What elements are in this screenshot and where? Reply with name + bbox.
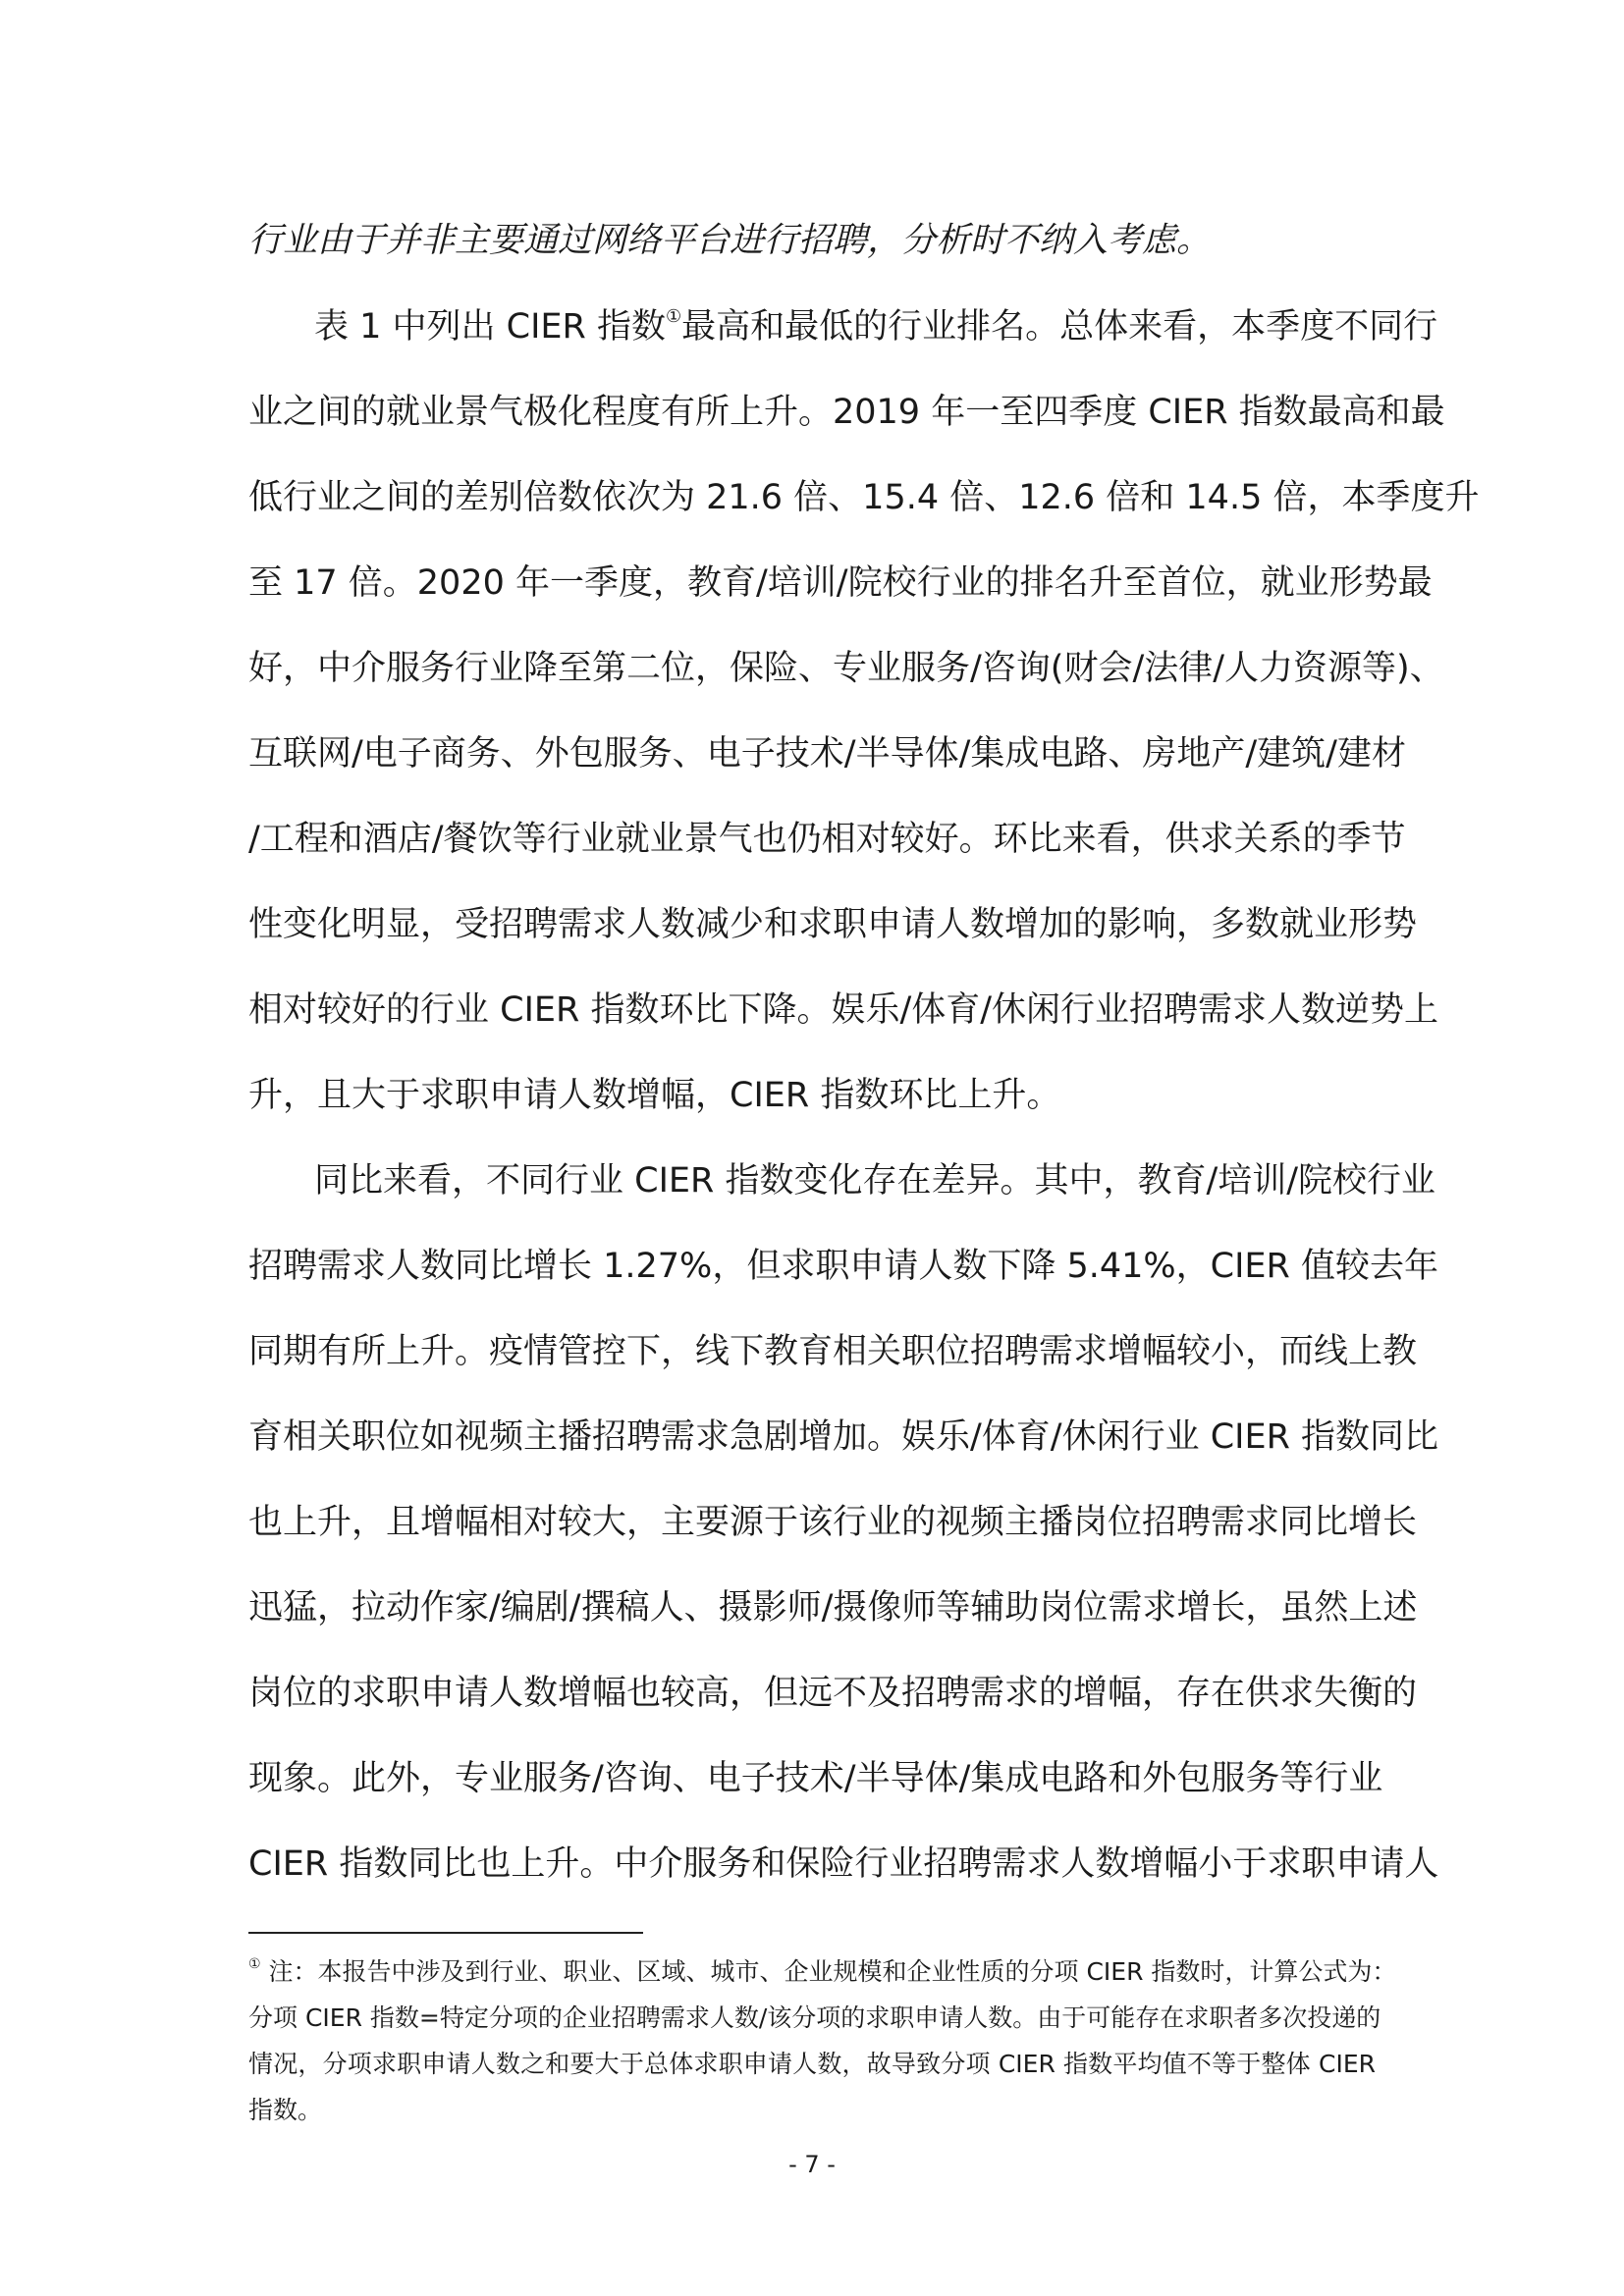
paragraph1-last-line: 升，且大于求职申请人数增幅，CIER 指数环比上升。 <box>248 1076 1061 1115</box>
paragraph2-line: 岗位的求职申请人数增幅也较高，但远不及招聘需求的增幅，存在供求失衡的 <box>248 1674 1418 1713</box>
paragraph2-line: 也上升，且增幅相对较大，主要源于该行业的视频主播岗位招聘需求同比增长 <box>248 1503 1418 1542</box>
paragraph1-line: 业之间的就业景气极化程度有所上升。2019 年一至四季度 CIER 指数最高和最 <box>248 393 1445 432</box>
continued-line: 行业由于并非主要通过网络平台进行招聘，分析时不纳入考虑。 <box>248 221 1212 260</box>
footnote-line: 指数。 <box>248 2096 323 2124</box>
footnote-separator <box>248 1932 643 1934</box>
paragraph1-text-b: 最高和最低的行业排名。总体来看，本季度不同行 <box>681 307 1438 347</box>
paragraph2-line: 招聘需求人数同比增长 1.27%，但求职申请人数下降 5.41%，CIER 值较去年 <box>248 1247 1438 1286</box>
paragraph1-line: 好，中介服务行业降至第二位，保险、专业服务/咨询(财会/法律/人力资源等)、 <box>248 649 1444 688</box>
paragraph1-line: 性变化明显，受招聘需求人数减少和求职申请人数增加的影响，多数就业形势 <box>248 905 1418 944</box>
footnote-mark: ① <box>248 1956 261 1972</box>
paragraph2-line: 育相关职位如视频主播招聘需求急剧增加。娱乐/体育/休闲行业 CIER 指数同比 <box>248 1417 1439 1457</box>
footnote-reference[interactable]: ① <box>665 306 682 327</box>
paragraph2-line: 现象。此外，专业服务/咨询、电子技术/半导体/集成电路和外包服务等行业 <box>248 1759 1383 1798</box>
paragraph2-line: 同期有所上升。疫情管控下，线下教育相关职位招聘需求增幅较小，而线上教 <box>248 1332 1418 1371</box>
footnote-line: 分项 CIER 指数=特定分项的企业招聘需求人数/该分项的求职申请人数。由于可能存在求职者多次投递的 <box>248 2003 1381 2032</box>
paragraph1-first-line <box>314 305 1437 348</box>
paragraph1-line: 互联网/电子商务、外包服务、电子技术/半导体/集成电路、房地产/建筑/建材 <box>248 734 1406 774</box>
paragraph1-line: /工程和酒店/餐饮等行业就业景气也仍相对较好。环比来看，供求关系的季节 <box>248 820 1406 859</box>
paragraph2-line: 迅猛，拉动作家/编剧/撰稿人、摄影师/摄像师等辅助岗位需求增长，虽然上述 <box>248 1588 1418 1628</box>
paragraph1-line: 低行业之间的差别倍数依次为 21.6 倍、15.4 倍、12.6 倍和 14.5 倍，本季度升 <box>248 478 1480 517</box>
paragraph2-line: CIER 指数同比也上升。中介服务和保险行业招聘需求人数增幅小于求职申请人 <box>248 1844 1439 1884</box>
paragraph2-first-line: 同比来看，不同行业 CIER 指数变化存在差异。其中，教育/培训/院校行业 <box>314 1161 1436 1201</box>
paragraph1-line: 相对较好的行业 CIER 指数环比下降。娱乐/体育/休闲行业招聘需求人数逆势上 <box>248 990 1439 1030</box>
footnote-line: 情况，分项求职申请人数之和要大于总体求职申请人数，故导致分项 CIER 指数平均值不等于整体 CIER <box>248 2050 1376 2078</box>
footnote-text: 注：本报告中涉及到行业、职业、区域、城市、企业规模和企业性质的分项 CIER 指数时，计算公式为： <box>268 1957 1397 1986</box>
paragraph1-text-a: 表 1 中列出 CIER 指数 <box>314 307 666 347</box>
footnote-line <box>248 1956 1397 1988</box>
paragraph1-line: 至 17 倍。2020 年一季度，教育/培训/院校行业的排名升至首位，就业形势最 <box>248 563 1433 603</box>
page-number: - 7 - <box>788 2151 836 2178</box>
